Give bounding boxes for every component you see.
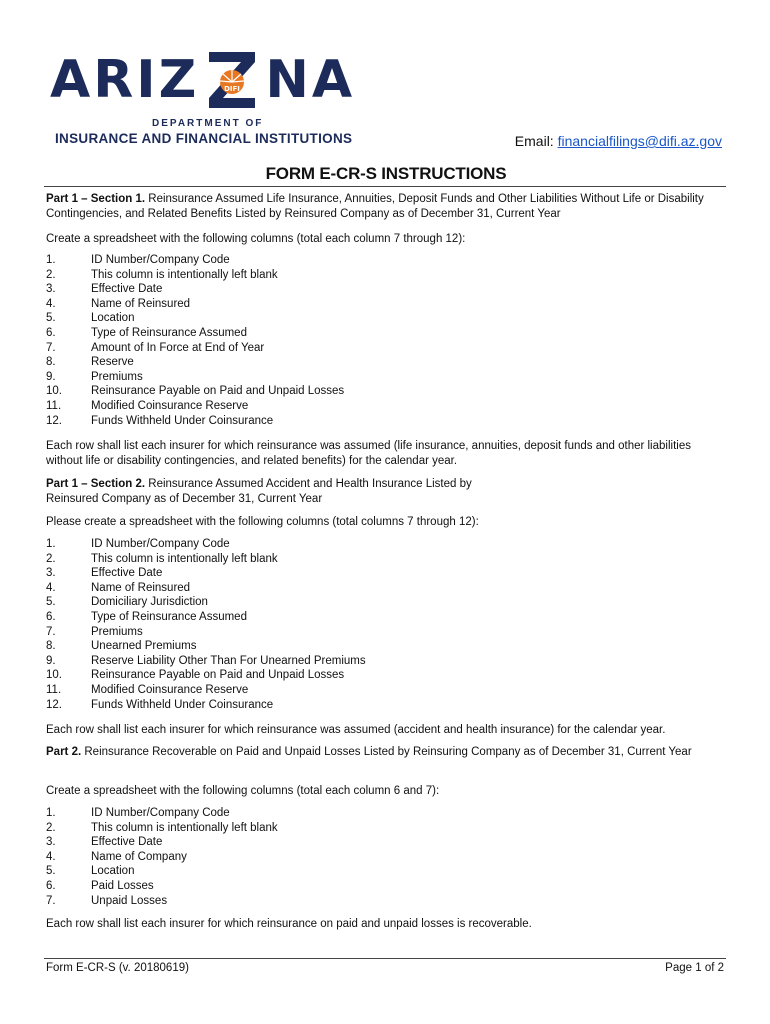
- list-item: [46, 879, 726, 894]
- list-item: [46, 355, 726, 370]
- list-item-text: Location: [91, 865, 135, 878]
- list-item-text: ID Number/Company Code: [91, 807, 230, 819]
- part2-list: [46, 806, 726, 908]
- logo-text-left: ARIZ: [50, 50, 200, 110]
- list-item-text: Paid Losses: [91, 879, 154, 892]
- part1-section1-list: [46, 253, 726, 428]
- list-item: [46, 595, 726, 610]
- list-item-text: Location: [91, 312, 135, 325]
- list-item-text: Effective Date: [91, 567, 163, 580]
- part1-section2-note: Each row shall list each insurer for which reinsurance was assumed (accident and health insurance) for the calendar year.: [46, 724, 666, 736]
- list-item: [46, 282, 726, 297]
- list-item-text: Premiums: [91, 625, 143, 638]
- list-item: [46, 384, 726, 399]
- list-item-number: 4.: [46, 297, 56, 310]
- email-label: Email:: [514, 133, 558, 149]
- list-item: [46, 370, 726, 385]
- arizona-state-icon: [203, 48, 261, 112]
- section-heading: Part 1 – Section 1.: [46, 193, 146, 205]
- list-item-text: Name of Reinsured: [91, 581, 191, 594]
- section-heading: Part 2.: [46, 746, 82, 758]
- list-item: [46, 399, 726, 414]
- list-item: [46, 806, 726, 821]
- list-item: [46, 341, 726, 356]
- list-item-number: 4.: [46, 581, 56, 594]
- form-version: Form E-CR-S (v. 20180619): [46, 962, 189, 974]
- list-item: [46, 821, 726, 836]
- list-item: [46, 581, 726, 596]
- list-item-number: 7.: [46, 341, 56, 354]
- list-item-number: 12.: [46, 414, 62, 427]
- list-item-text: Domiciliary Jurisdiction: [91, 596, 208, 609]
- list-item-text: Unearned Premiums: [91, 640, 197, 653]
- list-item-text: Premiums: [91, 370, 143, 383]
- list-item-number: 2.: [46, 552, 56, 565]
- list-item-text: Modified Coinsurance Reserve: [91, 683, 249, 696]
- part1-section1-note: Each row shall list each insurer for which reinsurance was assumed (life insurance, annuities, deposit funds and other liabilities without life or disability contingencies, and related benefits) for the calendar year.: [46, 440, 691, 467]
- list-item: [46, 683, 726, 698]
- list-item: [46, 552, 726, 567]
- list-item-number: 1.: [46, 254, 56, 266]
- list-item-text: Type of Reinsurance Assumed: [91, 610, 247, 623]
- list-item: [46, 566, 726, 581]
- list-item: [46, 326, 726, 341]
- list-item: [46, 610, 726, 625]
- list-item-text: Reinsurance Payable on Paid and Unpaid Losses: [91, 669, 345, 682]
- list-item: [46, 864, 726, 879]
- list-item-number: 8.: [46, 640, 56, 653]
- list-item-number: 3.: [46, 567, 56, 580]
- logo-badge-text: DIFI: [224, 85, 241, 93]
- list-item-text: Name of Reinsured: [91, 297, 191, 310]
- list-item: [46, 625, 726, 640]
- list-item: [46, 639, 726, 654]
- logo-wordmark: [50, 48, 355, 112]
- list-item-text: Amount of In Force at End of Year: [91, 341, 265, 354]
- title-divider: [44, 186, 726, 187]
- list-item: [46, 668, 726, 683]
- list-item-text: Unpaid Losses: [91, 894, 168, 907]
- list-item-text: This column is intentionally left blank: [91, 552, 278, 565]
- part1-section2-list: [46, 537, 726, 712]
- part1-section2-intro: Please create a spreadsheet with the following columns (total columns 7 through 12):: [46, 516, 479, 528]
- list-item: [46, 253, 726, 268]
- list-item-number: 10.: [46, 669, 62, 682]
- list-item-number: 3.: [46, 836, 56, 849]
- list-item-text: Funds Withheld Under Coinsurance: [91, 698, 274, 711]
- list-item: [46, 835, 726, 850]
- list-item-number: 5.: [46, 596, 56, 609]
- contact-email: [515, 133, 722, 149]
- list-item-number: 11.: [46, 399, 62, 412]
- list-item-number: 5.: [46, 865, 56, 878]
- email-link[interactable]: financialfilings@difi.az.gov: [557, 133, 722, 149]
- list-item-text: Type of Reinsurance Assumed: [91, 326, 247, 339]
- list-item: [46, 311, 726, 326]
- list-item-number: 12.: [46, 698, 62, 711]
- list-item: [46, 537, 726, 552]
- list-item-number: 4.: [46, 850, 56, 863]
- logo-department-line: DEPARTMENT OF: [152, 118, 264, 129]
- list-item-text: Funds Withheld Under Coinsurance: [91, 414, 274, 427]
- list-item-number: 9.: [46, 370, 56, 383]
- list-item: [46, 654, 726, 669]
- list-item-number: 10.: [46, 385, 62, 398]
- list-item-number: 2.: [46, 268, 56, 281]
- page-number: Page 1 of 2: [665, 962, 724, 974]
- list-item-number: 1.: [46, 807, 56, 819]
- list-item: [46, 414, 726, 429]
- list-item-number: 6.: [46, 326, 56, 339]
- list-item-text: Name of Company: [91, 850, 187, 863]
- logo-text-right: NA: [265, 50, 356, 110]
- list-item-text: Reserve: [91, 356, 134, 369]
- list-item-text: Effective Date: [91, 283, 163, 296]
- part1-section1-heading: [46, 192, 726, 221]
- list-item-number: 9.: [46, 654, 56, 667]
- part2-heading: [46, 745, 726, 760]
- list-item: [46, 698, 726, 713]
- section-description: Reinsurance Assumed Life Insurance, Annuities, Deposit Funds and Other Liabilities Without Life or Disability Contingencies, and Related Benefits Listed by Reinsured Company as of December 31, Current Year: [46, 193, 704, 220]
- list-item-number: 2.: [46, 821, 56, 834]
- list-item-number: 8.: [46, 356, 56, 369]
- page-title: FORM E-CR-S INSTRUCTIONS: [265, 164, 507, 183]
- list-item-text: Reinsurance Payable on Paid and Unpaid Losses: [91, 385, 345, 398]
- logo-institution-line: INSURANCE AND FINANCIAL INSTITUTIONS: [55, 131, 353, 146]
- list-item-text: ID Number/Company Code: [91, 538, 230, 550]
- list-item: [46, 850, 726, 865]
- section-description: Reinsurance Assumed Accident and Health Insurance Listed by Reinsured Company as of December 31, Current Year: [46, 478, 472, 505]
- section-heading: Part 1 – Section 2.: [46, 478, 146, 490]
- list-item: [46, 268, 726, 283]
- list-item-text: Modified Coinsurance Reserve: [91, 399, 249, 412]
- list-item-text: ID Number/Company Code: [91, 254, 230, 266]
- list-item: [46, 297, 726, 312]
- list-item-number: 7.: [46, 894, 56, 907]
- part1-section2-heading: [46, 477, 526, 506]
- section-description: Reinsurance Recoverable on Paid and Unpaid Losses Listed by Reinsuring Company as of December 31, Current Year: [81, 746, 692, 758]
- list-item-number: 11.: [46, 683, 62, 696]
- part2-note: Each row shall list each insurer for which reinsurance on paid and unpaid losses is recoverable.: [46, 918, 532, 930]
- list-item-text: This column is intentionally left blank: [91, 268, 278, 281]
- part2-intro: Create a spreadsheet with the following columns (total each column 6 and 7):: [46, 785, 440, 797]
- part1-section1-intro: Create a spreadsheet with the following columns (total each column 7 through 12):: [46, 233, 466, 245]
- list-item: [46, 894, 726, 909]
- list-item-number: 6.: [46, 879, 56, 892]
- list-item-number: 3.: [46, 283, 56, 296]
- arizona-difi-logo: [50, 48, 370, 148]
- list-item-text: Reserve Liability Other Than For Unearned Premiums: [91, 654, 366, 667]
- footer-divider: [44, 958, 726, 959]
- list-item-text: Effective Date: [91, 836, 163, 849]
- list-item-number: 7.: [46, 625, 56, 638]
- list-item-number: 6.: [46, 610, 56, 623]
- list-item-number: 1.: [46, 538, 56, 550]
- list-item-number: 5.: [46, 312, 56, 325]
- list-item-text: This column is intentionally left blank: [91, 821, 278, 834]
